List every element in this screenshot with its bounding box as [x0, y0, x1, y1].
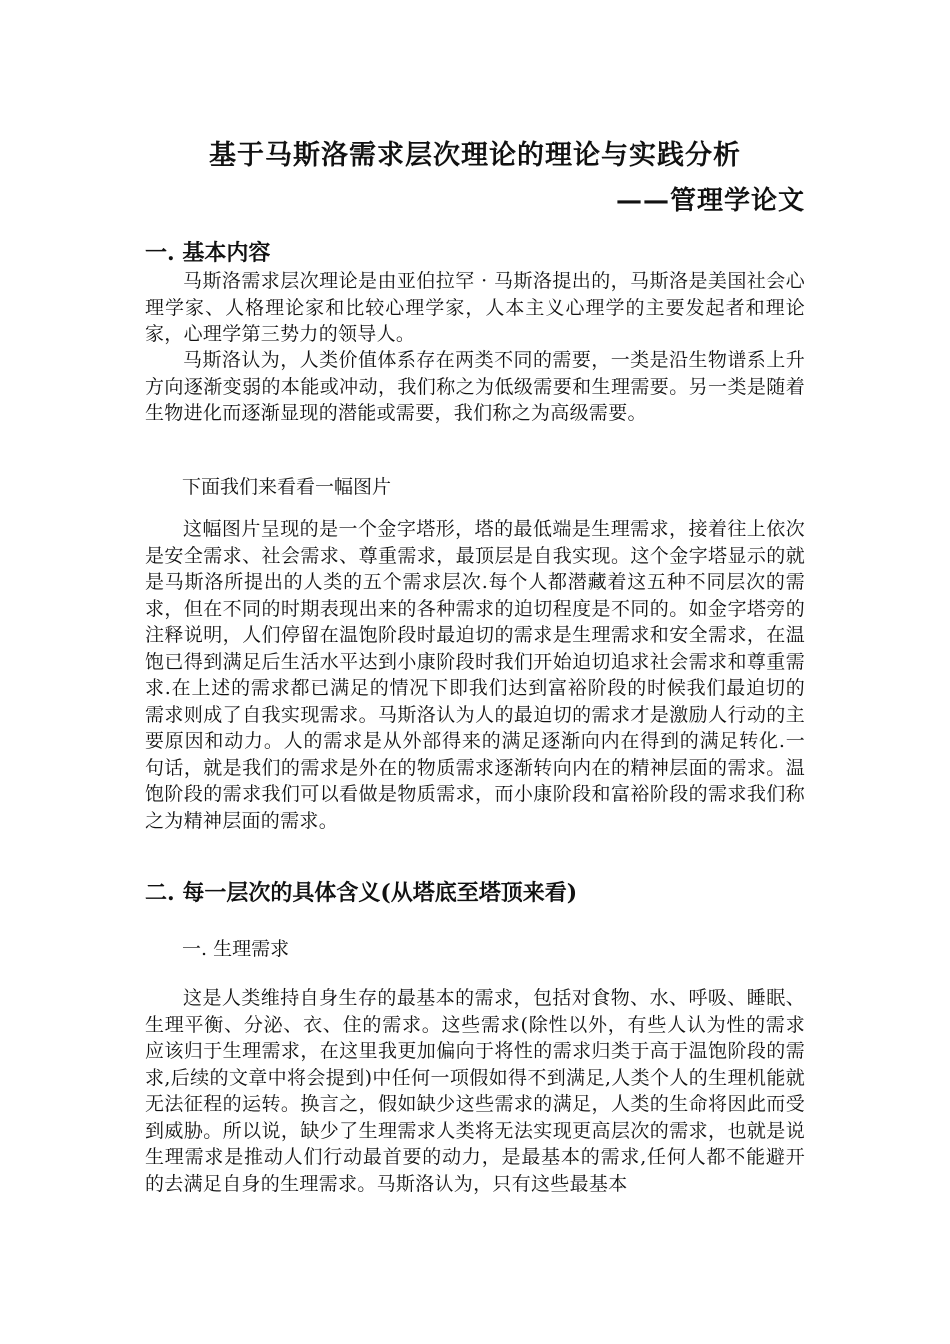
document-subtitle: ——管理学论文 [615, 186, 805, 216]
section-heading-meaning: 二. 每一层次的具体含义(从塔底至塔顶来看) [145, 880, 578, 906]
subsection-heading-physiological: 一. 生理需求 [182, 938, 290, 960]
paragraph-physiological-needs: 这是人类维持自身生存的最基本的需求，包括对食物、水、呼吸、睡眠、生理平衡、分泌、衣、住的需求。这些需求(除性以外，有些人认为性的需求应该归于生理需求，在这里我更加偏向于将性的需求归类于高于温饱阶段的需求,后续的文章中将会提到)中任何一项假如得不到满足,人类个人的生理机能就无法征程的运转。换言之，假如缺少这些需求的满足，人类的生命将因此而受到威胁。所以说，缺少了生理需求人类将无法实现更高层次的需求，也就是说生理需求是推动人们行动最首要的动力，是最基本的需求,任何人都不能避开的去满足自身的生理需求。马斯洛认为，只有这些最基本 [145, 987, 805, 1195]
section-heading-basic-content: 一. 基本内容 [145, 240, 271, 266]
paragraph-pyramid-description: 这幅图片呈现的是一个金字塔形，塔的最低端是生理需求，接着往上依次是安全需求、社会需求、尊重需求，最顶层是自我实现。这个金字塔显示的就是马斯洛所提出的人类的五个需求层次.每个人都潜藏着这五种不同层次的需求，但在不同的时期表现出来的各种需求的迫切程度是不同的。如金字塔旁的注释说明，人们停留在温饱阶段时最迫切的需求是生理需求和安全需求，在温饱已得到满足后生活水平达到小康阶段时我们开始迫切追求社会需求和尊重需求.在上述的需求都已满足的情况下即我们达到富裕阶段的时候我们最迫切的需求则成了自我实现需求。马斯洛认为人的最迫切的需求才是激励人行动的主要原因和动力。人的需求是从外部得来的满足逐渐向内在得到的满足转化.一句话，就是我们的需求是外在的物质需求逐渐转向内在的精神层面的需求。温饱阶段的需求我们可以看做是物质需求，而小康阶段和富裕阶段的需求我们称之为精神层面的需求。 [145, 518, 805, 832]
paragraph-intro: 马斯洛需求层次理论是由亚伯拉罕 · 马斯洛提出的，马斯洛是美国社会心理学家、人格理论家和比较心理学家，人本主义心理学的主要发起者和理论家，心理学第三势力的领导人。 [145, 270, 805, 345]
paragraph-two-needs: 马斯洛认为，人类价值体系存在两类不同的需要，一类是沿生物谱系上升方向逐渐变弱的本能或冲动，我们称之为低级需要和生理需要。另一类是随着生物进化而逐渐显现的潜能或需要，我们称之为高级需要。 [145, 349, 805, 424]
paragraph-look-at-picture: 下面我们来看看一幅图片 [182, 476, 392, 498]
document-title: 基于马斯洛需求层次理论的理论与实践分析 [209, 140, 741, 171]
